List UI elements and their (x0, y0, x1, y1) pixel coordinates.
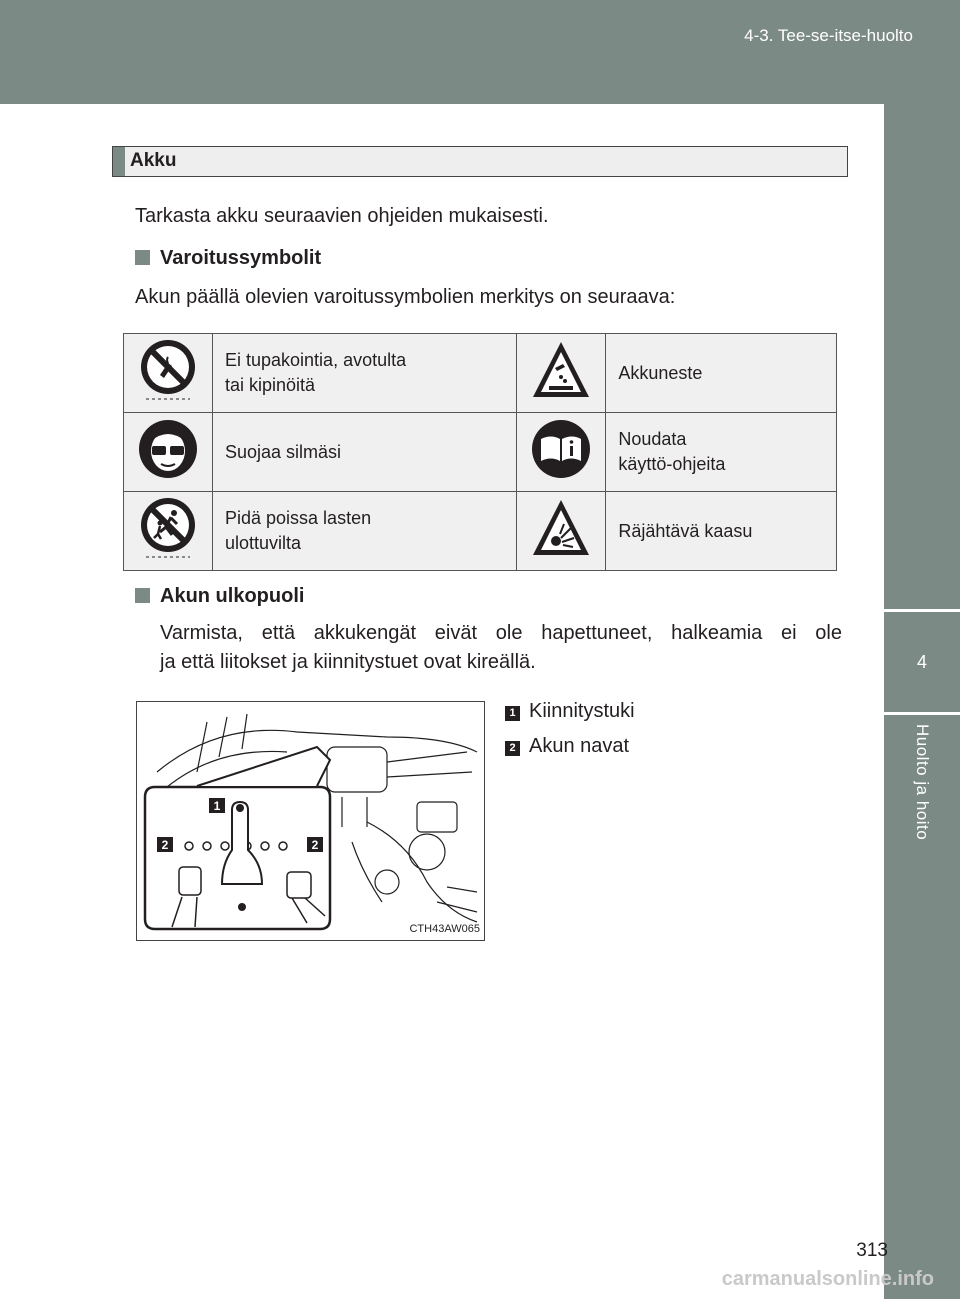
bullet-square-icon (135, 250, 150, 265)
symbol-text-cell (213, 492, 517, 571)
symbol-cell (124, 492, 213, 571)
chapter-label: Huolto ja hoito (913, 724, 932, 841)
page-number: 313 (856, 1240, 888, 1261)
section-title-header: 4-3. Tee-se-itse-huolto (744, 26, 913, 45)
symbol-label: Akkuneste (618, 362, 703, 383)
symbol-cell (517, 492, 606, 571)
exterior-text-line2: ja että liitokset ja kiinnitystuet ovat kireällä. (160, 651, 536, 673)
callout-2-right: 2 (311, 838, 319, 852)
explosive-gas-icon (531, 498, 591, 558)
legend-label: Kiinnitystuki (529, 700, 635, 722)
symbol-text-cell (606, 413, 837, 492)
battery-illustration (136, 701, 485, 941)
intro-text: Tarkasta akku seuraavien ohjeiden mukaisesti. (135, 205, 549, 227)
symbol-label: Suojaa silmäsi (225, 441, 342, 462)
keep-away-children-icon (138, 497, 198, 559)
manual-icon (531, 419, 591, 479)
battery-engine-drawing (137, 702, 484, 940)
legend-label: Akun navat (529, 735, 630, 757)
symbol-label: Ei tupakointia, avotulta (225, 350, 407, 370)
symbol-cell (124, 334, 213, 413)
legend-item (505, 700, 635, 723)
subheading-warning-symbols (135, 247, 321, 270)
symbol-label: Pidä poissa lasten (225, 508, 372, 528)
callout-number: 1 (505, 706, 520, 721)
symbol-label: Noudata (618, 429, 687, 449)
tab-divider (884, 712, 960, 715)
eye-protection-icon (138, 419, 198, 479)
symbol-label: tai kipinöitä (225, 375, 316, 395)
callout-number: 2 (505, 741, 520, 756)
watermark: carmanualsonline.info (721, 1268, 934, 1290)
header-bar (0, 0, 960, 104)
table-row (124, 413, 837, 492)
symbol-label: Räjähtävä kaasu (618, 520, 753, 541)
symbol-cell (517, 413, 606, 492)
callout-1: 1 (213, 799, 221, 813)
symbol-text-cell (606, 334, 837, 413)
warning-symbols-table (123, 333, 837, 571)
tab-divider (884, 609, 960, 612)
symbol-text-cell (213, 413, 517, 492)
table-row (124, 334, 837, 413)
section-heading: Akku (130, 150, 177, 171)
figure-code: CTH43AW065 (409, 923, 480, 935)
symbol-text-cell (606, 492, 837, 571)
no-smoking-icon (138, 339, 198, 401)
symbol-text-cell (213, 334, 517, 413)
symbol-cell (124, 413, 213, 492)
symbol-label: käyttö-ohjeita (618, 454, 726, 474)
subheading-text: Varoitussymbolit (160, 247, 322, 269)
subheading-text: Akun ulkopuoli (160, 585, 305, 607)
symbol-cell (517, 334, 606, 413)
symbols-description: Akun päällä olevien varoitussymbolien merkitys on seuraava: (135, 286, 676, 308)
corrosive-icon (531, 340, 591, 400)
symbol-label: ulottuvilta (225, 533, 302, 553)
legend-item (505, 735, 629, 758)
section-heading-box (112, 146, 848, 177)
table-row (124, 492, 837, 571)
subheading-exterior (135, 585, 304, 608)
bullet-square-icon (135, 588, 150, 603)
exterior-text-line1: Varmista, että akkukengät eivät ole hapettuneet, halkeamia ei ole (160, 622, 842, 644)
chapter-number: 4 (884, 614, 960, 710)
heading-accent (113, 147, 125, 176)
callout-2-left: 2 (161, 838, 169, 852)
